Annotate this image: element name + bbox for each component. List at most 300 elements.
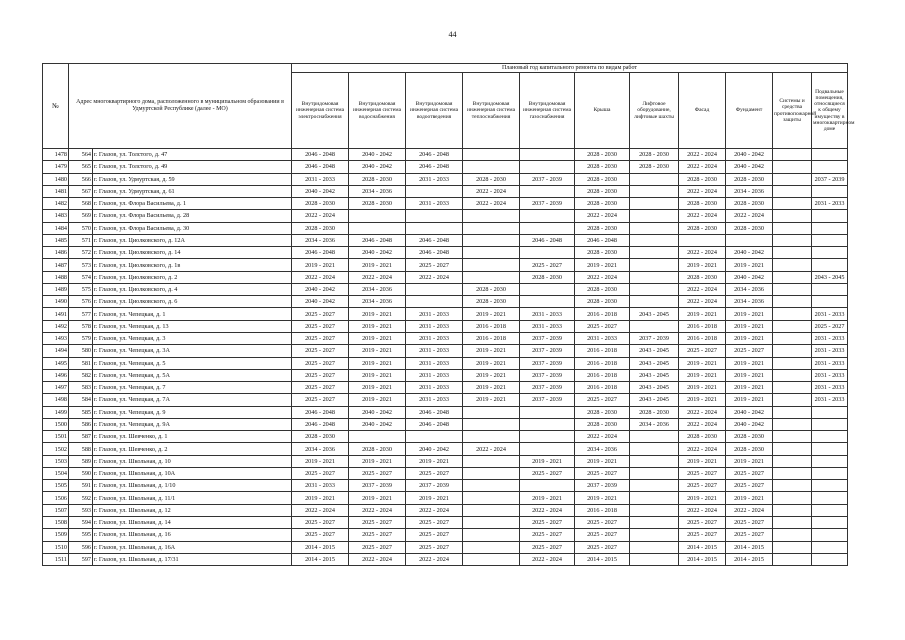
row-cell — [812, 185, 848, 197]
header-column: Внутридомовая инженерная система теплоснабжения — [463, 73, 520, 149]
row-cell: 2028 - 2030 — [575, 222, 630, 234]
row-cell — [630, 222, 679, 234]
row-cell: 2028 - 2030 — [575, 283, 630, 295]
row-address: г. Глазов, ул. Школьная, д. 12 — [93, 504, 292, 516]
row-cell — [812, 418, 848, 430]
row-cell — [520, 161, 575, 173]
table-row — [43, 161, 848, 173]
row-cell: 2034 - 2036 — [349, 185, 406, 197]
row-cell: 2025 - 2027 — [406, 529, 463, 541]
row-cell: 2037 - 2039 — [520, 394, 575, 406]
row-cell — [773, 516, 812, 528]
row-cell: 2025 - 2027 — [726, 529, 773, 541]
row-local-number: 579 — [69, 332, 93, 344]
row-address: г. Глазов, ул. Циолковского, д. 14 — [93, 247, 292, 259]
row-cell: 2025 - 2027 — [520, 467, 575, 479]
table-row — [43, 345, 848, 357]
row-cell: 2031 - 2033 — [406, 369, 463, 381]
row-cell — [773, 357, 812, 369]
row-cell: 2014 - 2015 — [726, 541, 773, 553]
row-cell: 2022 - 2024 — [575, 271, 630, 283]
row-cell: 2019 - 2021 — [349, 320, 406, 332]
row-cell — [630, 234, 679, 246]
row-cell — [406, 222, 463, 234]
row-cell: 2016 - 2018 — [575, 369, 630, 381]
row-cell: 2025 - 2027 — [406, 259, 463, 271]
table-row — [43, 480, 848, 492]
row-cell — [773, 553, 812, 565]
table-row — [43, 332, 848, 344]
row-cell: 2028 - 2030 — [520, 271, 575, 283]
row-cell: 2046 - 2048 — [575, 234, 630, 246]
row-local-number: 589 — [69, 455, 93, 467]
row-cell — [812, 443, 848, 455]
row-local-number: 585 — [69, 406, 93, 418]
row-cell — [520, 283, 575, 295]
header-column: Лифтовое оборудование, лифтовые шахты — [630, 73, 679, 149]
row-number: 1482 — [43, 198, 69, 210]
row-cell — [630, 247, 679, 259]
row-cell: 2019 - 2021 — [520, 455, 575, 467]
row-cell: 2031 - 2033 — [812, 308, 848, 320]
row-address: г. Глазов, ул. Флора Васильева, д. 1 — [93, 198, 292, 210]
row-number: 1491 — [43, 308, 69, 320]
row-cell — [630, 296, 679, 308]
row-number: 1481 — [43, 185, 69, 197]
row-cell — [630, 480, 679, 492]
row-cell: 2028 - 2030 — [630, 406, 679, 418]
row-cell: 2031 - 2033 — [812, 345, 848, 357]
row-cell — [630, 516, 679, 528]
row-cell — [812, 529, 848, 541]
row-number: 1500 — [43, 418, 69, 430]
row-cell: 2025 - 2027 — [292, 394, 349, 406]
row-cell: 2019 - 2021 — [349, 492, 406, 504]
row-cell: 2025 - 2027 — [575, 516, 630, 528]
table-row — [43, 271, 848, 283]
row-cell: 2028 - 2030 — [349, 173, 406, 185]
row-cell: 2043 - 2045 — [630, 357, 679, 369]
row-local-number: 576 — [69, 296, 93, 308]
table-row — [43, 185, 848, 197]
row-cell: 2037 - 2039 — [520, 369, 575, 381]
row-address: г. Глазов, ул. Циолковского, д. 2 — [93, 271, 292, 283]
row-local-number: 591 — [69, 480, 93, 492]
row-local-number: 571 — [69, 234, 93, 246]
row-cell: 2031 - 2033 — [812, 332, 848, 344]
row-cell — [463, 516, 520, 528]
row-cell: 2028 - 2030 — [575, 149, 630, 161]
row-number: 1497 — [43, 382, 69, 394]
row-cell: 2019 - 2021 — [726, 492, 773, 504]
row-cell: 2016 - 2018 — [575, 504, 630, 516]
row-cell: 2028 - 2030 — [679, 271, 726, 283]
row-address: г. Глазов, ул. Толстого, д. 49 — [93, 161, 292, 173]
row-cell: 2025 - 2027 — [520, 529, 575, 541]
row-cell — [773, 467, 812, 479]
row-number: 1492 — [43, 320, 69, 332]
row-number: 1499 — [43, 406, 69, 418]
row-cell: 2022 - 2024 — [679, 504, 726, 516]
table-row — [43, 516, 848, 528]
row-cell: 2019 - 2021 — [726, 320, 773, 332]
row-cell: 2031 - 2033 — [812, 198, 848, 210]
row-cell: 2034 - 2036 — [349, 296, 406, 308]
row-cell — [349, 210, 406, 222]
row-cell: 2037 - 2039 — [575, 480, 630, 492]
row-cell — [630, 455, 679, 467]
row-cell: 2022 - 2024 — [349, 504, 406, 516]
row-cell: 2019 - 2021 — [679, 259, 726, 271]
row-number: 1511 — [43, 553, 69, 565]
row-cell: 2016 - 2018 — [679, 320, 726, 332]
row-cell: 2014 - 2015 — [292, 541, 349, 553]
row-cell: 2028 - 2030 — [463, 283, 520, 295]
row-local-number: 573 — [69, 259, 93, 271]
row-cell: 2040 - 2042 — [349, 161, 406, 173]
row-cell: 2037 - 2039 — [520, 198, 575, 210]
row-cell — [773, 406, 812, 418]
row-cell — [463, 553, 520, 565]
row-local-number: 584 — [69, 394, 93, 406]
table-header — [43, 64, 855, 149]
row-cell: 2014 - 2015 — [575, 553, 630, 565]
row-cell: 2022 - 2024 — [463, 185, 520, 197]
row-cell — [812, 210, 848, 222]
row-cell: 2025 - 2027 — [292, 369, 349, 381]
row-cell — [630, 443, 679, 455]
page-number: 44 — [448, 30, 457, 39]
row-local-number: 569 — [69, 210, 93, 222]
row-cell: 2034 - 2036 — [726, 185, 773, 197]
row-cell: 2019 - 2021 — [406, 492, 463, 504]
table-row — [43, 173, 848, 185]
row-cell: 2034 - 2036 — [726, 283, 773, 295]
row-cell — [773, 161, 812, 173]
row-cell — [773, 455, 812, 467]
row-address: г. Глазов, ул. Циолковского, д. 12А — [93, 234, 292, 246]
row-cell: 2031 - 2033 — [812, 357, 848, 369]
row-number: 1504 — [43, 467, 69, 479]
row-cell: 2040 - 2042 — [292, 296, 349, 308]
row-cell — [406, 296, 463, 308]
row-cell — [773, 149, 812, 161]
row-cell: 2022 - 2024 — [292, 504, 349, 516]
row-cell: 2014 - 2015 — [726, 553, 773, 565]
row-cell: 2022 - 2024 — [520, 553, 575, 565]
row-local-number: 567 — [69, 185, 93, 197]
row-cell — [773, 504, 812, 516]
row-cell: 2040 - 2042 — [349, 247, 406, 259]
row-cell: 2028 - 2030 — [292, 222, 349, 234]
row-local-number: 568 — [69, 198, 93, 210]
row-cell — [773, 247, 812, 259]
row-cell: 2025 - 2027 — [520, 259, 575, 271]
row-cell: 2043 - 2045 — [630, 382, 679, 394]
row-cell: 2022 - 2024 — [679, 406, 726, 418]
row-cell: 2028 - 2030 — [349, 443, 406, 455]
row-cell: 2031 - 2033 — [292, 480, 349, 492]
row-address: г. Глазов, ул. Чепецкая, д. 9А — [93, 418, 292, 430]
table-row — [43, 382, 848, 394]
row-cell — [463, 492, 520, 504]
table-row — [43, 308, 848, 320]
row-cell: 2016 - 2018 — [679, 332, 726, 344]
row-cell: 2046 - 2048 — [406, 234, 463, 246]
row-cell — [773, 271, 812, 283]
row-address: г. Глазов, ул. Чепецкая, д. 5 — [93, 357, 292, 369]
row-local-number: 594 — [69, 516, 93, 528]
row-cell: 2025 - 2027 — [812, 320, 848, 332]
row-cell: 2028 - 2030 — [679, 173, 726, 185]
row-cell — [630, 283, 679, 295]
row-cell: 2025 - 2027 — [292, 308, 349, 320]
row-cell: 2028 - 2030 — [575, 418, 630, 430]
row-local-number: 587 — [69, 431, 93, 443]
row-cell: 2019 - 2021 — [679, 357, 726, 369]
row-cell: 2022 - 2024 — [679, 247, 726, 259]
row-cell — [463, 271, 520, 283]
row-cell: 2022 - 2024 — [679, 149, 726, 161]
row-cell: 2028 - 2030 — [349, 198, 406, 210]
row-cell: 2028 - 2030 — [575, 247, 630, 259]
row-local-number: 595 — [69, 529, 93, 541]
row-cell — [406, 431, 463, 443]
row-number: 1480 — [43, 173, 69, 185]
row-local-number: 593 — [69, 504, 93, 516]
row-cell — [773, 259, 812, 271]
row-cell — [773, 382, 812, 394]
row-cell: 2025 - 2027 — [292, 382, 349, 394]
row-cell: 2028 - 2030 — [726, 443, 773, 455]
row-cell — [630, 198, 679, 210]
row-cell: 2028 - 2030 — [292, 431, 349, 443]
row-cell: 2025 - 2027 — [349, 516, 406, 528]
row-cell — [773, 332, 812, 344]
row-cell — [463, 431, 520, 443]
row-cell — [812, 541, 848, 553]
row-cell: 2034 - 2036 — [292, 443, 349, 455]
row-cell: 2019 - 2021 — [463, 369, 520, 381]
row-cell: 2028 - 2030 — [726, 198, 773, 210]
row-cell: 2019 - 2021 — [520, 492, 575, 504]
table-row — [43, 369, 848, 381]
row-local-number: 581 — [69, 357, 93, 369]
row-cell — [773, 541, 812, 553]
row-cell: 2025 - 2027 — [292, 345, 349, 357]
row-address: г. Глазов, ул. Шевченко, д. 1 — [93, 431, 292, 443]
row-cell — [679, 234, 726, 246]
row-cell — [773, 198, 812, 210]
row-cell — [812, 222, 848, 234]
row-cell: 2028 - 2030 — [679, 222, 726, 234]
row-address: г. Глазов, ул. Школьная, д. 1/10 — [93, 480, 292, 492]
row-cell: 2031 - 2033 — [406, 308, 463, 320]
row-cell: 2019 - 2021 — [349, 332, 406, 344]
row-cell — [773, 234, 812, 246]
row-cell: 2025 - 2027 — [726, 345, 773, 357]
row-cell: 2028 - 2030 — [575, 198, 630, 210]
row-cell: 2034 - 2036 — [726, 296, 773, 308]
table-row — [43, 234, 848, 246]
row-cell: 2022 - 2024 — [349, 553, 406, 565]
row-cell: 2019 - 2021 — [349, 369, 406, 381]
row-cell: 2046 - 2048 — [292, 161, 349, 173]
row-address: г. Глазов, ул. Удмуртская, д. 59 — [93, 173, 292, 185]
row-cell: 2019 - 2021 — [726, 259, 773, 271]
row-cell: 2037 - 2039 — [520, 173, 575, 185]
row-cell: 2022 - 2024 — [726, 504, 773, 516]
row-cell: 2028 - 2030 — [292, 198, 349, 210]
row-cell — [463, 455, 520, 467]
row-cell — [463, 161, 520, 173]
row-cell: 2025 - 2027 — [679, 480, 726, 492]
row-number: 1489 — [43, 283, 69, 295]
row-number: 1495 — [43, 357, 69, 369]
row-cell: 2028 - 2030 — [463, 296, 520, 308]
row-cell: 2022 - 2024 — [520, 504, 575, 516]
row-cell: 2025 - 2027 — [575, 541, 630, 553]
header-column: Крыша — [575, 73, 630, 149]
row-cell — [812, 234, 848, 246]
row-cell: 2019 - 2021 — [679, 492, 726, 504]
row-cell: 2019 - 2021 — [726, 332, 773, 344]
row-cell: 2031 - 2033 — [406, 173, 463, 185]
row-cell — [520, 185, 575, 197]
row-cell: 2028 - 2030 — [679, 198, 726, 210]
row-cell: 2028 - 2030 — [630, 161, 679, 173]
row-cell: 2016 - 2018 — [575, 357, 630, 369]
row-cell — [812, 516, 848, 528]
row-address: г. Глазов, ул. Толстого, д. 47 — [93, 149, 292, 161]
row-cell: 2022 - 2024 — [679, 418, 726, 430]
row-cell: 2025 - 2027 — [520, 541, 575, 553]
row-cell — [812, 283, 848, 295]
row-cell: 2037 - 2039 — [520, 382, 575, 394]
row-cell — [773, 480, 812, 492]
row-number: 1488 — [43, 271, 69, 283]
row-cell: 2034 - 2036 — [630, 418, 679, 430]
row-cell — [773, 431, 812, 443]
row-cell — [630, 553, 679, 565]
row-address: г. Глазов, ул. Циолковского, д. 4 — [93, 283, 292, 295]
row-cell — [812, 504, 848, 516]
row-number: 1508 — [43, 516, 69, 528]
row-local-number: 588 — [69, 443, 93, 455]
row-cell — [463, 541, 520, 553]
row-address: г. Глазов, ул. Чепецкая, д. 1 — [93, 308, 292, 320]
row-cell: 2025 - 2027 — [349, 529, 406, 541]
row-cell: 2031 - 2033 — [406, 320, 463, 332]
row-cell: 2037 - 2039 — [812, 173, 848, 185]
row-number: 1498 — [43, 394, 69, 406]
row-cell: 2019 - 2021 — [406, 455, 463, 467]
row-number: 1509 — [43, 529, 69, 541]
row-cell: 2025 - 2027 — [726, 480, 773, 492]
row-cell: 2019 - 2021 — [679, 382, 726, 394]
table-row — [43, 296, 848, 308]
row-address: г. Глазов, ул. Школьная, д. 16 — [93, 529, 292, 541]
row-local-number: 586 — [69, 418, 93, 430]
table-row — [43, 210, 848, 222]
row-cell: 2043 - 2045 — [630, 308, 679, 320]
row-number: 1505 — [43, 480, 69, 492]
row-cell — [630, 431, 679, 443]
row-number: 1487 — [43, 259, 69, 271]
row-number: 1496 — [43, 369, 69, 381]
row-cell: 2025 - 2027 — [679, 529, 726, 541]
row-cell: 2043 - 2045 — [630, 369, 679, 381]
row-cell: 2025 - 2027 — [406, 516, 463, 528]
row-cell: 2019 - 2021 — [726, 357, 773, 369]
row-cell — [630, 259, 679, 271]
table-row — [43, 431, 848, 443]
row-cell — [520, 406, 575, 418]
row-cell — [812, 149, 848, 161]
row-number: 1506 — [43, 492, 69, 504]
header-column: Подвальные помещения, относящиеся к общему имуществу в многоквартирном доме — [812, 73, 848, 149]
row-cell: 2025 - 2027 — [292, 467, 349, 479]
row-cell: 2025 - 2027 — [349, 467, 406, 479]
row-number: 1507 — [43, 504, 69, 516]
row-number: 1502 — [43, 443, 69, 455]
row-number: 1485 — [43, 234, 69, 246]
row-cell: 2019 - 2021 — [349, 382, 406, 394]
row-cell — [630, 210, 679, 222]
row-local-number: 570 — [69, 222, 93, 234]
row-cell: 2028 - 2030 — [679, 431, 726, 443]
row-number: 1479 — [43, 161, 69, 173]
row-cell: 2019 - 2021 — [349, 455, 406, 467]
row-cell: 2040 - 2042 — [726, 406, 773, 418]
row-cell: 2031 - 2033 — [520, 320, 575, 332]
row-cell: 2014 - 2015 — [679, 553, 726, 565]
row-address: г. Глазов, ул. Чепецкая, д. 3 — [93, 332, 292, 344]
row-cell: 2022 - 2024 — [575, 210, 630, 222]
row-cell — [463, 222, 520, 234]
row-local-number: 574 — [69, 271, 93, 283]
row-cell: 2022 - 2024 — [406, 271, 463, 283]
table-row — [43, 198, 848, 210]
row-cell: 2040 - 2042 — [292, 283, 349, 295]
row-cell — [630, 492, 679, 504]
row-cell: 2016 - 2018 — [463, 332, 520, 344]
table-row — [43, 443, 848, 455]
row-cell: 2019 - 2021 — [463, 394, 520, 406]
capital-repair-table — [42, 63, 855, 566]
row-cell: 2031 - 2033 — [575, 332, 630, 344]
header-column: Внутридомовая инженерная система водоотведения — [406, 73, 463, 149]
row-cell: 2019 - 2021 — [349, 308, 406, 320]
row-cell: 2019 - 2021 — [292, 492, 349, 504]
row-cell: 2022 - 2024 — [726, 210, 773, 222]
row-cell: 2016 - 2018 — [575, 345, 630, 357]
row-cell — [773, 443, 812, 455]
header-column: Системы и средства противопожарной защиты — [773, 73, 812, 149]
row-cell: 2019 - 2021 — [679, 369, 726, 381]
row-cell — [463, 467, 520, 479]
row-cell: 2019 - 2021 — [679, 308, 726, 320]
row-cell: 2031 - 2033 — [520, 308, 575, 320]
row-cell: 2028 - 2030 — [726, 173, 773, 185]
row-cell: 2046 - 2048 — [406, 247, 463, 259]
row-cell: 2046 - 2048 — [406, 161, 463, 173]
row-cell: 2046 - 2048 — [406, 406, 463, 418]
header-column: Фундамент — [726, 73, 773, 149]
row-address: г. Глазов, ул. Чепецкая, д. 3А — [93, 345, 292, 357]
row-cell: 2022 - 2024 — [575, 431, 630, 443]
row-cell — [812, 467, 848, 479]
